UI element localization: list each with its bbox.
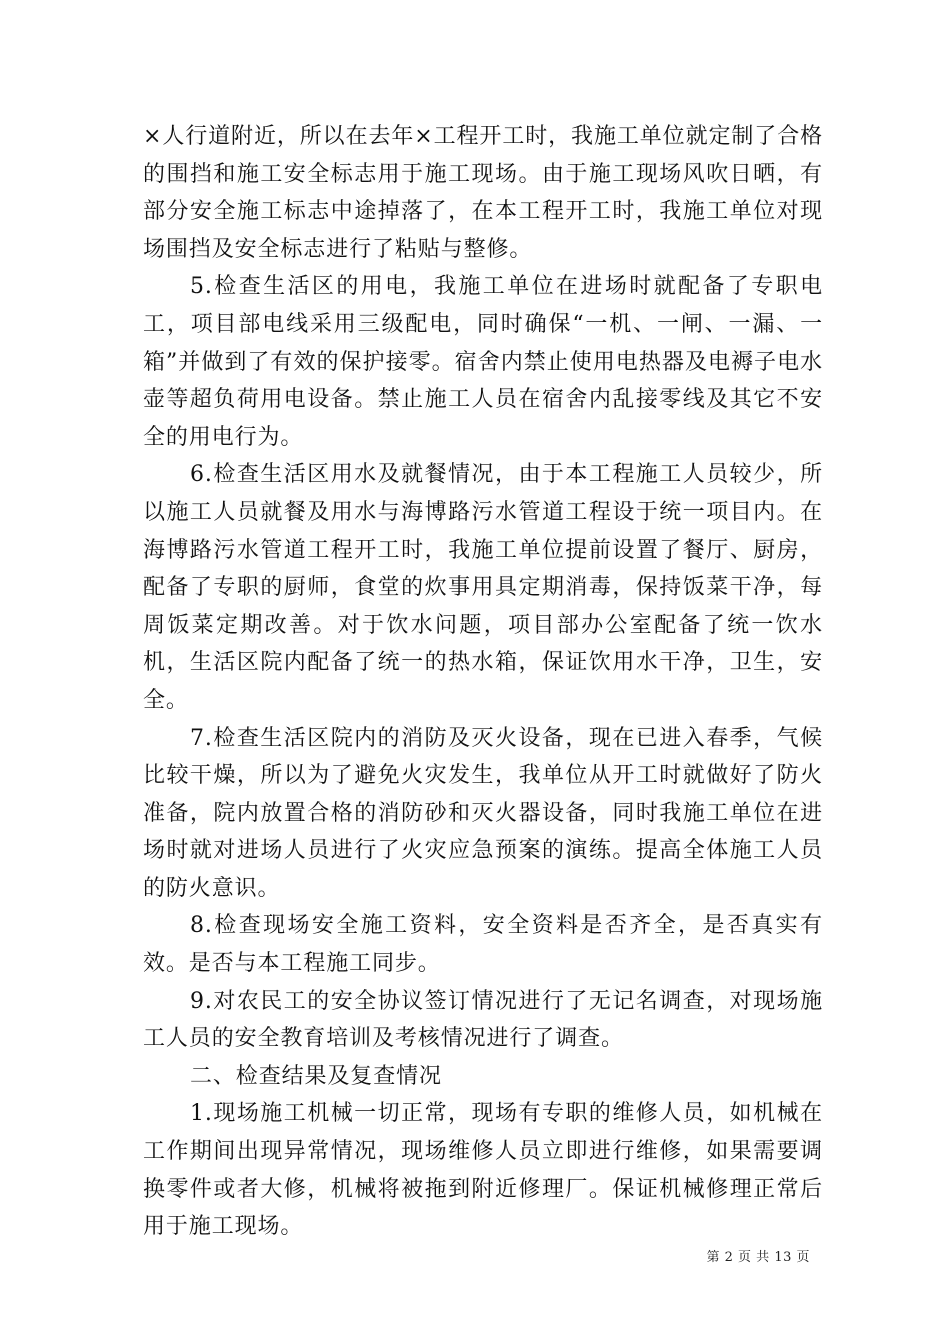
paragraph-item-8: 8.检查现场安全施工资料，安全资料是否齐全，是否真实有效。是否与本工程施工同步。 bbox=[143, 913, 823, 977]
paragraph-item-6: 6.检查生活区用水及就餐情况，由于本工程施工人员较少，所以施工人员就餐及用水与海博路污水管道工程设于统一项目内。在海博路污水管道工程开工时，我施工单位提前设置了餐厅、厨房，配备了专职的厨师，食堂的炊事用具定期消毒，保持饭菜干净，每周饭菜定期改善。对于饮水问题，项目部办公室配备了统一饮水机，生活区院内配备了统一的热水箱，保证饮用水干净，卫生，安全。 bbox=[143, 462, 823, 713]
paragraph-continuation: ×人行道附近，所以在去年×工程开工时，我施工单位就定制了合格的围挡和施工安全标志用于施工现场。由于施工现场风吹日晒，有部分安全施工标志中途掉落了，在本工程开工时，我施工单位对现场围挡及安全标志进行了粘贴与整修。 bbox=[143, 124, 823, 262]
paragraph-item-5: 5.检查生活区的用电，我施工单位在进场时就配备了专职电工，项目部电线采用三级配电，同时确保“一机、一闸、一漏、一箱”并做到了有效的保护接零。宿舍内禁止使用电热器及电褥子电水壶等超负荷用电设备。禁止施工人员在宿舍内乱接零线及其它不安全的用电行为。 bbox=[143, 274, 823, 450]
section-heading: 二、检查结果及复查情况 bbox=[190, 1063, 442, 1089]
page-number: 第 2 页 共 13 页 bbox=[706, 1250, 810, 1265]
paragraph-item-7: 7.检查生活区院内的消防及灭火设备，现在已进入春季，气候比较干燥，所以为了避免火灾发生，我单位从开工时就做好了防火准备，院内放置合格的消防砂和灭火器设备，同时我施工单位在进场时就对进场人员进行了火灾应急预案的演练。提高全体施工人员的防火意识。 bbox=[143, 725, 823, 901]
paragraph-item-9: 9.对农民工的安全协议签订情况进行了无记名调查，对现场施工人员的安全教育培训及考核情况进行了调查。 bbox=[143, 988, 823, 1052]
paragraph-result-1: 1.现场施工机械一切正常，现场有专职的维修人员，如机械在工作期间出现异常情况，现场维修人员立即进行维修，如果需要调换零件或者大修，机械将被拖到附近修理厂。保证机械修理正常后用于施工现场。 bbox=[143, 1101, 823, 1240]
document-body bbox=[143, 118, 823, 1246]
